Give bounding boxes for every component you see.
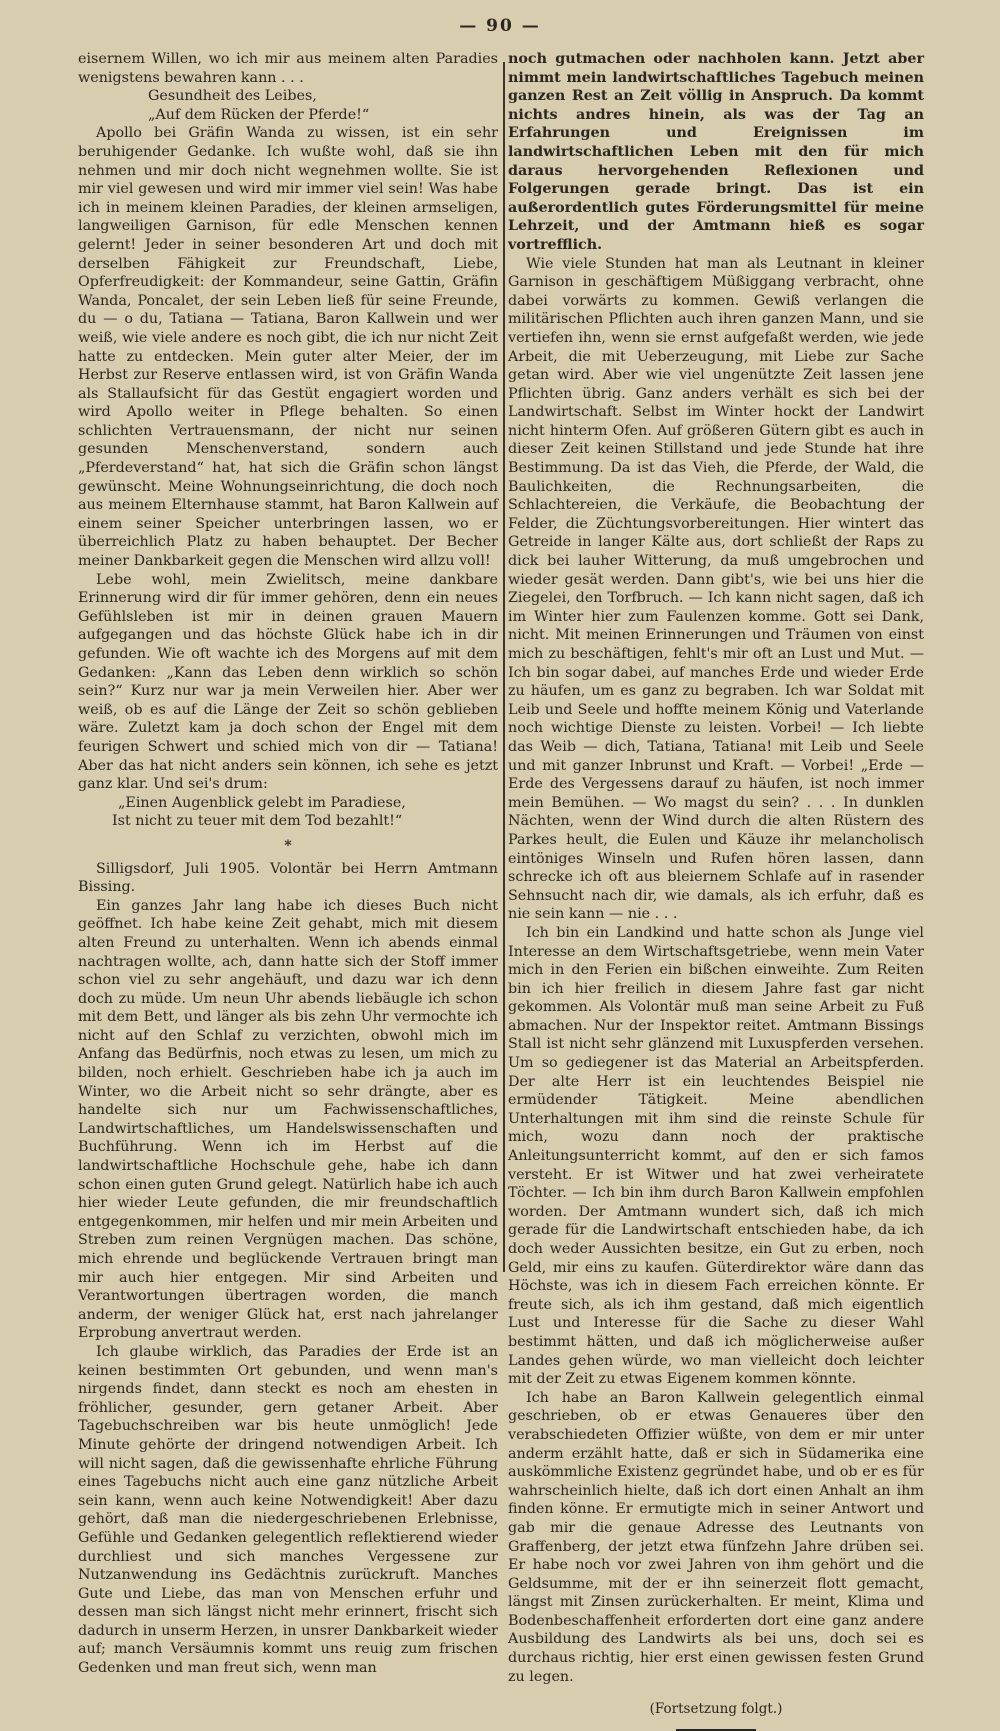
verse-2-line-2: Ist nicht zu teuer mit dem Tod bezahlt!“ xyxy=(112,813,403,830)
left-paragraph-1: eisernem Willen, wo ich mir aus meinem alten Paradies wenigstens bewahren kann . . . xyxy=(78,51,498,86)
verse-1-line-1: Gesundheit des Leibes, xyxy=(148,88,317,105)
left-column xyxy=(78,50,498,1678)
left-paragraph-4: Ein ganzes Jahr lang habe ich dieses Buch nicht geöffnet. Ich habe keine Zeit gehabt, mich mit diesem alten Freund zu unterhalten. Wenn ich abends einmal nachtragen wollte, ach, dann hatte sich der Stoff immer schon viel zu sehr angehäuft, und dazu war ich denn doch zu müde. Um neun Uhr abends liebäugle ich schon mit dem Bett, und länger als bis zehn Uhr vermochte ich nicht auf den Schlaf zu verzichten, obwohl mich im Anfang das Bedürfnis, noch etwas zu lesen, um mich zu bilden, noch erhielt. Geschrieben habe ich ja auch im Winter, wo die Arbeit nicht so sehr drängte, aber es handelte sich nur um Fachwissenschaftliches, Landwirtschaftliches, um Handelswissenschaften und Buchführung. Wenn ich im Herbst auf die landwirtschaftliche Hochschule gehe, habe ich dann schon einen guten Grund gelegt. Natürlich habe ich auch hier wieder Leute gefunden, die mir freundschaftlich entgegenkommen, mir helfen und mir mein Arbeiten und Streben zum reinen Vergnügen machen. Das schöne, mich ehrende und beglückende Vertrauen bringt man mir auch hier entgegen. Mir sind Arbeiten und Verantwortungen übertragen worden, die manch anderm, der weniger Glück hat, erst nach jahrelanger Erprobung anvertraut werden. xyxy=(78,897,498,1342)
entry-heading: Silligsdorf, Juli 1905. Volontär bei Herrn Amtmann Bissing. xyxy=(78,860,498,896)
right-paragraph-3: Ich bin ein Landkind und hatte schon als Junge viel Interesse an dem Wirtschaftsgetriebe, wenn mein Vater mich in den Ferien ein bißchen einweihte. Zum Reiten bin ich hier freilich in diesem Jahre fast gar nicht gekommen. Als Volontär muß man seine Arbeit zu Fuß abmachen. Nur der Inspektor reitet. Amtmann Bissings Stall ist nicht sehr glänzend mit Luxuspferden versehen. Um so gediegener ist das Material an Arbeitspferden. Der alte Herr ist ein leuchtendes Beispiel nie ermüdender Tätigkeit. Meine abendlichen Unterhaltungen mit ihm sind die reinste Schule für mich, wozu dann noch der praktische Anleitungsunterricht kommt, auf den er sich famos versteht. Er ist Witwer und hat zwei verheiratete Töchter. — Ich bin ihm durch Baron Kallwein empfohlen worden. Der Amtmann wundert sich, daß ich mich gerade für die Landwirtschaft entschieden habe, da ich doch weder Aussichten besitze, ein Gut zu erben, noch Geld, mir eins zu kaufen. Güterdirektor wäre dann das Höchste, was ich in diesem Fach erreichen könnte. Er freute sich, als ich ihm gestand, daß mich eigentlich Lust und Interesse für die Sache zu dieser Wahl bestimmt hätten, und daß ich möglicherweise außer Landes gehen würde, wo man vielleicht doch leichter mit der Zeit zu etwas Eigenem kommen könnte. xyxy=(508,924,924,1388)
left-paragraph-3: Lebe wohl, mein Zwielitsch, meine dankbare Erinnerung wird dir für immer gehören, denn ein neues Gefühlsleben ist mir in deinen grauen Mauern aufgegangen und das höchste Glück habe ich in dir gefunden. Wie oft wachte ich des Morgens auf mit dem Gedanken: „Kann das Leben denn wirklich so schön sein?“ Kurz nur war ja mein Verweilen hier. Aber wer weiß, ob es auf die Länge der Zeit so schön geblieben wäre. Zuletzt kam ja doch schon der Engel mit dem feurigen Schwert und schied mich von dir — Tatiana! Aber das hat nicht anders sein können, ich sehe es jetzt ganz klar. Und sei's drum: xyxy=(78,571,498,793)
left-paragraph-5: Ich glaube wirklich, das Paradies der Erde ist an keinen bestimmten Ort gebunden, und wenn man's nirgends findet, dann steckt es noch am ehesten in fröhlicher, gesunder, gern getaner Arbeit. Aber Tagebuchschreiben war bis heute unmöglich! Jede Minute gehörte der dringend notwendigen Arbeit. Ich will nicht sagen, daß die gewissenhafte ehrliche Führung eines Tagebuchs nicht auch eine ganz nützliche Arbeit sein kann, wenn auch keine Notwendigkeit! Aber dazu gehört, daß man die niedergeschriebenen Erlebnisse, Gefühle und Gedanken gelegentlich reflektierend wieder durchliest und sich manches Vergessene zur Nutzanwendung ins Gedächtnis zurückruft. Manches Gute und Liebe, das man von Menschen erfuhr und dessen man sich längst nicht mehr erinnert, frischt sich dadurch in unserm Herzen, in unsrer Dankbarkeit wieder auf; manch Versäumnis kommt uns reuig zum frischen Gedenken und man freut sich, wenn man xyxy=(78,1343,498,1677)
right-paragraph-4: Ich habe an Baron Kallwein gelegentlich einmal geschrieben, ob er etwas Genaueres über den verabschiedeten Offizier wüßte, von dem er mir unter anderm erzählt hatte, daß er sich in Südamerika eine auskömmliche Existenz gegründet habe, und ob er es für wahrscheinlich hielte, daß ich dort einen Anhalt an ihm finden könne. Er ermutigte mich in seiner Antwort und gab mir die genaue Adresse des Leutnants von Graffenberg, der jetzt etwa fünfzehn Jahre drüben sei. Er habe noch vor zwei Jahren von ihm gehört und die Geldsumme, mit der er ihn seinerzeit flott gemacht, längst mit Zinsen zurückerhalten. Er meint, Klima und Bodenbeschaffenheit erforderten dort eine ganz andere Ausbildung des Landwirts als bei uns, doch sei es durchaus richtig, hier erst einen gewissen festen Grund zu legen. xyxy=(508,1389,924,1685)
right-column xyxy=(508,50,924,1731)
left-paragraph-2: Apollo bei Gräfin Wanda zu wissen, ist ein sehr beruhigender Gedanke. Ich wußte wohl, daß sie ihn nehmen und mir doch nicht wegnehmen wollte. Sie ist mir viel gewesen und wird mir immer viel sein! Was habe ich in meinem kleinen Paradies, der kleinen armseligen, langweiligen Garnison, für edle Menschen kennen gelernt! Jeder in seiner besonderen Art und doch mit derselben Fähigkeit zur Freundschaft, Liebe, Opferfreudigkeit: der Kommandeur, seine Gattin, Gräfin Wanda, Poncalet, der sein Leben ließ für seine Freunde, du — o du, Tatiana — Tatiana, Baron Kallwein und wer weiß, wie viele andere es noch gibt, die ich nur nicht Zeit hatte zu entdecken. Mein guter alter Meier, der im Herbst zur Reserve entlassen wird, ist von Gräfin Wanda als Stallaufsicht für das Gestüt engagiert worden und wird Apollo weiter in Pflege behalten. So einen schlichten Vertrauensmann, der nicht nur seinen gesunden Menschenverstand, sondern auch „Pferdeverstand“ hat, hat sich die Gräfin schon längst gewünscht. Meine Wohnungseinrichtung, die doch noch aus meinem Elternhause stammt, hat Baron Kallwein auf einem seiner Speicher unterbringen lassen, wo er überreichlich Platz zu haben behauptet. Der Becher meiner Dankbarkeit gegen die Menschen wird allzu voll! xyxy=(78,125,498,570)
column-rule xyxy=(503,62,505,1272)
right-paragraph-2: Wie viele Stunden hat man als Leutnant in kleiner Garnison in geschäftigem Müßiggang verbracht, ohne dabei vorwärts zu kommen. Gewiß verlangen die militärischen Pflichten auch ihren ganzen Mann, und sie vertiefen ihn, wenn sie ernst aufgefaßt werden, wie jede Arbeit, die mit Ueberzeugung, mit Liebe zur Sache getan wird. Aber wie viel ungenützte Zeit lassen jene Pflichten übrig. Ganz anders verhält es sich bei der Landwirtschaft. Selbst im Winter hockt der Landwirt nicht hinterm Ofen. Auf größeren Gütern gibt es auch in dieser Zeit keinen Stillstand und jede Stunde hat ihre Bestimmung. Da ist das Vieh, die Pferde, der Wald, die Baulichkeiten, die Rechnungsarbeiten, die Schlachtereien, die Verkäufe, die Beobachtung der Felder, die Züchtungsvorbereitungen. Hier wintert das Getreide in langer Kälte aus, dort schließt der Raps zu dick bei lauher Witterung, da muß umgebrochen und wieder gesät werden. Dann gibt's, wie bei uns hier die Ziegelei, den Torfbruch. — Ich kann nicht sagen, daß ich im Winter hier zum Faulenzen komme. Gott sei Dank, nicht. Mit meinen Erinnerungen und Träumen von einst mich zu beschäftigen, fehlt's mir oft an Lust und Mut. — Ich bin sogar dabei, auf manches Erde und wieder Erde zu häufen, um es ganz zu begraben. Ich war Soldat mit Leib und Seele und hoffte meinem König und Vaterlande noch wichtige Dienste zu leisten. Vorbei! — Ich liebte das Weib — dich, Tatiana, Tatiana! mit Leib und Seele und mit ganzer Inbrunst und Kraft. — Vorbei! „Erde — Erde des Vergessens darauf zu häufen, ist noch immer mein Bemühen. — Wo magst du sein? . . . In dunklen Nächten, wenn der Wind durch die alten Rüstern des Parkes heult, die Eulen und Käuze ihr melancholisch eintöniges Winseln und Rufen hören lassen, dann schrecke ich oft aus bleiernem Schlafe auf in rasender Sehnsucht nach dir, wie damals, als ich erfuhr, daß es nie sein kann — nie . . . xyxy=(508,255,924,923)
right-paragraph-1: noch gutmachen oder nachholen kann. Jetzt aber nimmt mein landwirtschaftliches Tagebuch meinen ganzen Rest an Zeit völlig in Anspruch. Da kommt nichts andres hinein, als was der Tag an Erfahrungen und Ereignissen im landwirtschaftlichen Leben mit den für mich daraus hervorgehenden Reflexionen und Folgerungen gerade bringt. Das ist ein außerordentlich gutes Förderungsmittel für meine Lehrzeit, und der Amtmann hieß es sogar vortrefflich. xyxy=(508,51,924,253)
verse-2-line-1: „Einen Augenblick gelebt im Paradiese, xyxy=(118,794,406,811)
verse-1-line-2: „Auf dem Rücken der Pferde!“ xyxy=(148,106,370,123)
page-number: — 90 — xyxy=(459,16,541,36)
continuation-note: (Fortsetzung folgt.) xyxy=(649,1701,783,1718)
section-asterisk: * xyxy=(284,837,292,854)
